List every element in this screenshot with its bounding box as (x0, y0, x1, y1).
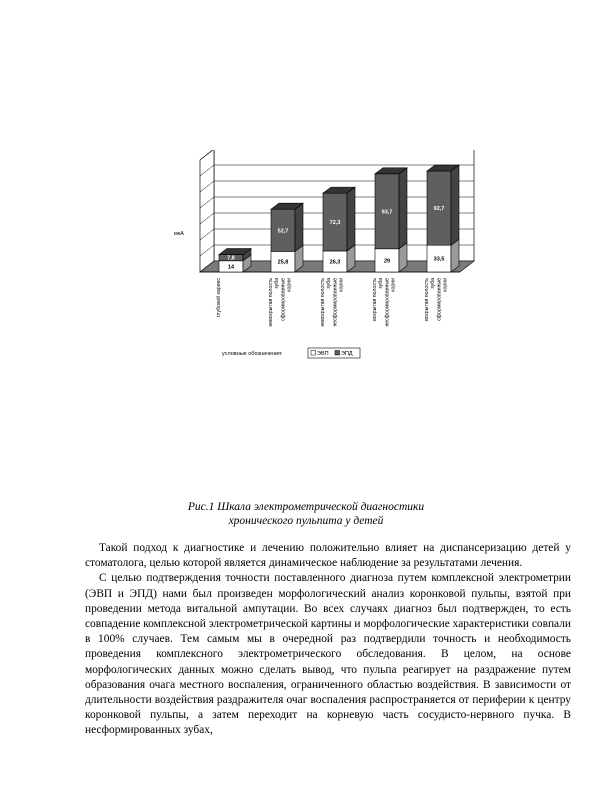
caption-line-2: хронического пульпита у детей (228, 515, 384, 527)
category-label-4-0: вскрытая полость (424, 278, 430, 321)
category-label-1-0: невскрытая полость (268, 278, 274, 327)
legend-swatch-ЭПД (335, 351, 340, 356)
legend-title: условные обозначения: (222, 351, 283, 357)
data-label-ЭВП-3: 29 (383, 258, 391, 265)
category-label-3-1: зуба (378, 278, 385, 289)
category-label-4-1: зуба (430, 278, 437, 289)
category-label-1-3: корни (286, 278, 293, 292)
legend-swatch-ЭВП (311, 351, 316, 356)
data-label-ЭПД-3: 93,7 (381, 209, 393, 216)
legend-label-ЭПД: ЭПД (341, 351, 353, 357)
category-label-4-2: сформированные (436, 278, 443, 321)
caption-line-1: Рис.1 Шкала электрометрической диагностики (187, 501, 425, 513)
chart-side-wall (200, 150, 214, 272)
bar-side-ЭПД-4 (451, 165, 459, 245)
category-label-2-3: корни (338, 278, 345, 292)
bar-side-ЭПД-3 (399, 168, 407, 249)
category-label-3-0: вскрытая полость (372, 278, 378, 321)
category-label-0-0: глубокий кариес (216, 278, 222, 318)
bar-side-ЭПД-2 (347, 187, 355, 251)
data-label-ЭВП-4: 33,5 (433, 256, 445, 263)
electrometric-chart (160, 150, 500, 370)
data-label-ЭПД-0: 7,8 (227, 255, 235, 262)
data-label-ЭПД-2: 72,3 (329, 220, 341, 227)
category-label-1-1: зуба (274, 278, 281, 289)
data-label-ЭПД-1: 52,7 (277, 228, 289, 235)
category-label-2-1: зуба (326, 278, 333, 289)
legend-label-ЭВП: ЭВП (317, 351, 329, 357)
figure-caption (0, 500, 612, 528)
category-label-3-3: корни (390, 278, 397, 292)
data-label-ЭПД-4: 92,7 (433, 206, 445, 213)
body-text (85, 541, 571, 739)
category-label-1-2: сформированные (280, 278, 287, 321)
data-label-ЭВП-2: 26,3 (329, 259, 341, 266)
y-axis-label: мкА (174, 231, 184, 237)
category-label-2-0: невскрытая полость (320, 278, 326, 327)
category-label-4-3: корни (442, 278, 449, 292)
paragraph-1: Такой подход к диагностике и лечению положительно влияет на диспансеризацию детей у стоматолога, целью которой является динамическое наблюдение за результатами лечения. (85, 542, 571, 570)
data-label-ЭВП-1: 25,8 (277, 259, 289, 266)
category-label-2-2: несформированные (332, 278, 339, 327)
bar-side-ЭПД-1 (295, 203, 303, 251)
paragraph-2: С целью подтверждения точности поставленного диагноза путем комплексной электрометрии (ЭВП и ЭПД) нами был произведен морфологический анализ коронковой пульпы, взятой при проведении метода витальной ампутации. Во всех случаях диагноз был подтвержден, то есть совпадение комплексной электрометрической картины и морфологические характеристики совпали в 100% случаев. Тем самым мы в очередной раз подтвердили точность и необходимость проведения комплексного электрометрического обследования. В целом, на основе морфологических данных можно сделать вывод, что пульпа реагирует на раздражение путем образования очага местного воспаления, ограниченного областью воздействия. В зависимости от длительности воздействия раздражителя очаг воспаления распространяется от периферии к центру коронковой пульпы, а затем переходит на корневую часть сосудисто-нервного пучка. В несформированных зубах, (85, 572, 571, 737)
category-label-3-2: несформированные (384, 278, 391, 327)
data-label-ЭВП-0: 14 (227, 264, 235, 271)
